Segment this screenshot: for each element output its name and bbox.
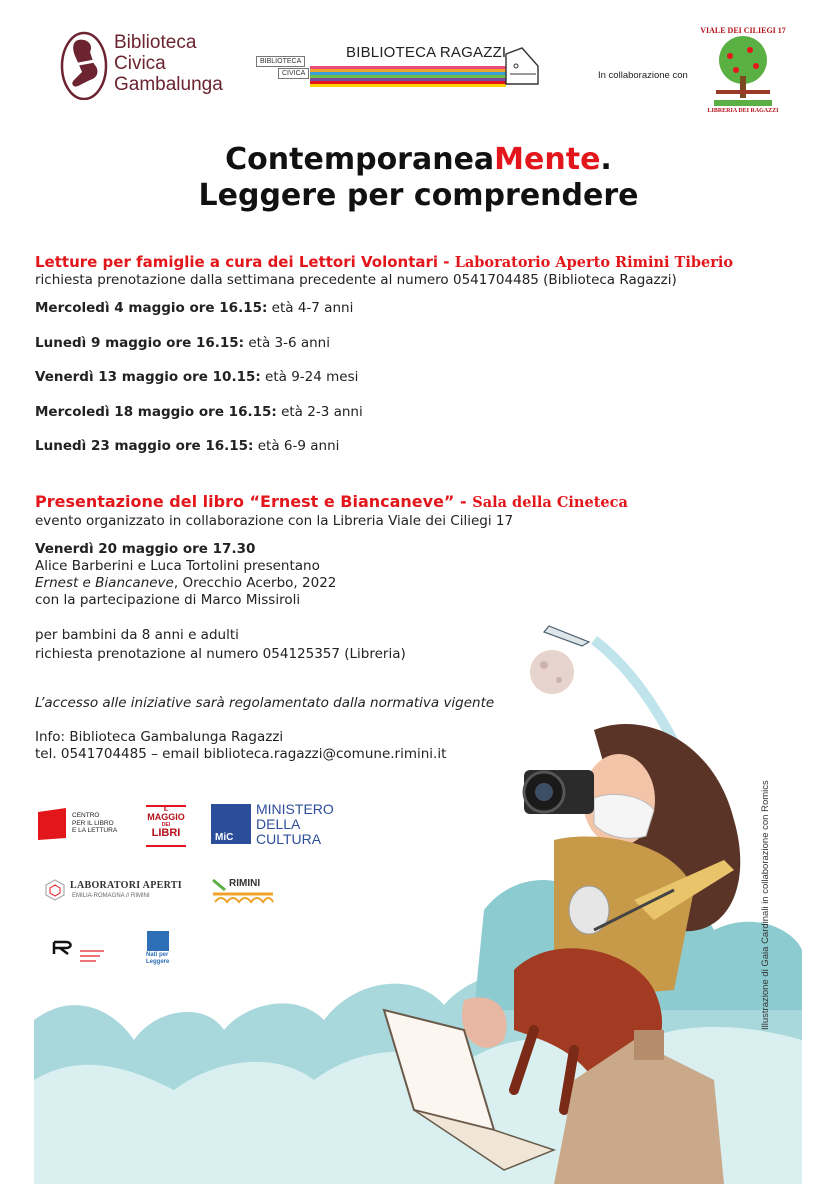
section2-book bbox=[35, 575, 336, 592]
cepell-logo bbox=[36, 806, 136, 842]
event-date: Lunedì 9 maggio ore 16.15: bbox=[35, 335, 245, 351]
section1-heading bbox=[35, 253, 733, 271]
info-line-2: tel. 0541704485 – email biblioteca.ragazzi@comune.rimini.it bbox=[35, 746, 447, 762]
title-period: . bbox=[600, 142, 612, 177]
access-note: L’accesso alle iniziative sarà regolamentato dalla normativa vigente bbox=[35, 695, 495, 711]
event-age: età 3-6 anni bbox=[244, 335, 330, 351]
page-title bbox=[0, 142, 837, 214]
info-line-1: Info: Biblioteca Gambalunga Ragazzi bbox=[35, 729, 284, 745]
title-word-contemporanea: Contemporanea bbox=[225, 142, 495, 177]
section2-presenters: Alice Barberini e Luca Tortolini presentano bbox=[35, 558, 320, 574]
section2-heading bbox=[35, 492, 628, 511]
section2-date: Venerdì 20 maggio ore 17.30 bbox=[35, 541, 256, 557]
gambalunga-line-2: Civica bbox=[114, 53, 166, 74]
title-word-mente: Mente bbox=[494, 142, 601, 177]
maggio-line-4: LIBRI bbox=[151, 827, 181, 839]
laboratori-aperti-logo bbox=[44, 879, 194, 903]
event-age: età 4-7 anni bbox=[267, 300, 354, 316]
gambalunga-emblem-icon bbox=[60, 30, 110, 100]
ministero-line-1: MINISTERO bbox=[256, 801, 334, 817]
event-date: Lunedì 23 maggio ore 16.15: bbox=[35, 438, 254, 454]
nati-line-1: Nati per bbox=[146, 952, 169, 958]
gambalunga-logo bbox=[60, 30, 230, 102]
small-r-logo-icon bbox=[52, 940, 76, 956]
gambalunga-line-3: Gambalunga bbox=[114, 74, 223, 95]
laboratori-title: LABORATORI APERTI bbox=[70, 880, 182, 891]
cepell-mark-icon bbox=[36, 806, 72, 842]
cepell-line-1: CENTRO bbox=[72, 812, 100, 819]
event-row bbox=[35, 369, 358, 386]
cepell-line-2: PER IL LIBRO bbox=[72, 819, 114, 827]
viale-subtitle: LIBRERIA DEI RAGAZZI bbox=[707, 108, 779, 114]
event-date: Venerdì 13 maggio ore 10.15: bbox=[35, 369, 261, 385]
event-row bbox=[35, 335, 330, 352]
event-age: età 6-9 anni bbox=[253, 438, 340, 454]
section2-guest: con la partecipazione di Marco Missiroli bbox=[35, 592, 301, 608]
small-partner-text-icon bbox=[80, 948, 106, 966]
event-row bbox=[35, 300, 353, 317]
title-line-2: Leggere per comprendere bbox=[198, 178, 639, 213]
viale-tree-icon bbox=[700, 26, 786, 118]
section1-heading-text: Letture per famiglie a cura dei Lettori Volontari - bbox=[35, 253, 455, 271]
ragazzi-title: BIBLIOTECA RAGAZZI bbox=[346, 44, 507, 61]
section2-audience: per bambini da 8 anni e adulti bbox=[35, 627, 239, 643]
ministero-cultura-logo bbox=[211, 802, 341, 846]
gambalunga-name bbox=[114, 32, 223, 95]
biblioteca-ragazzi-logo bbox=[254, 44, 544, 92]
maggio-libri-logo bbox=[146, 805, 186, 847]
section2-heading-text: Presentazione del libro “Ernest e Biancaneve” - bbox=[35, 492, 473, 511]
event-date: Mercoledì 18 maggio ore 16.15: bbox=[35, 404, 277, 420]
laboratori-subtitle: EMILIA-ROMAGNA // RIMINI bbox=[72, 893, 150, 899]
ragazzi-tag-civica: CIVICA bbox=[278, 68, 309, 79]
rimini-bridge-icon bbox=[211, 876, 275, 904]
event-date: Mercoledì 4 maggio ore 16.15: bbox=[35, 300, 268, 316]
event-age: età 9-24 mesi bbox=[260, 369, 359, 385]
section1-heading-location: Laboratorio Aperto Rimini Tiberio bbox=[454, 254, 734, 271]
rimini-label: RIMINI bbox=[229, 878, 261, 889]
title-line-1 bbox=[0, 142, 837, 178]
section2-booking: richiesta prenotazione al numero 054125357 (Libreria) bbox=[35, 646, 406, 662]
viale-title: VIALE DEI CILIEGI 17 bbox=[700, 26, 786, 35]
maggio-line-2: MAGGIO bbox=[147, 812, 185, 822]
laboratori-hex-icon bbox=[44, 879, 66, 901]
illustration-credit: Illustrazione di Gaia Cardinali in collaborazione con Romics bbox=[760, 780, 771, 1030]
ragazzi-tag-biblioteca: BIBLIOTECA bbox=[256, 56, 305, 67]
collaboration-label: In collaborazione con bbox=[598, 70, 688, 81]
ministero-line-3: CULTURA bbox=[256, 831, 322, 847]
section1-booking-note: richiesta prenotazione dalla settimana precedente al numero 0541704485 (Biblioteca Ragazzi) bbox=[35, 272, 677, 288]
section2-heading-location: Sala della Cineteca bbox=[472, 494, 628, 511]
nati-line-2: Leggere bbox=[146, 958, 170, 965]
event-age: età 2-3 anni bbox=[276, 404, 363, 420]
section2-collab-note: evento organizzato in collaborazione con la Libreria Viale dei Ciliegi 17 bbox=[35, 513, 514, 529]
book-title: Ernest e Biancaneve bbox=[35, 575, 174, 591]
event-row bbox=[35, 438, 339, 455]
maggio-line-3: DEI bbox=[161, 822, 171, 828]
book-publisher: , Orecchio Acerbo, 2022 bbox=[173, 575, 337, 591]
nati-mark-icon bbox=[147, 931, 169, 951]
event-row bbox=[35, 404, 363, 421]
mic-label: MiC bbox=[215, 832, 234, 843]
nati-per-leggere-logo bbox=[146, 931, 172, 967]
gambalunga-line-1: Biblioteca bbox=[114, 32, 197, 53]
viale-dei-ciliegi-logo bbox=[700, 26, 786, 118]
maggio-line-1: IL bbox=[163, 807, 169, 813]
cepell-line-3: E LA LETTURA bbox=[72, 827, 118, 834]
rimini-logo bbox=[211, 876, 275, 904]
ministero-line-2: DELLA bbox=[256, 816, 301, 832]
